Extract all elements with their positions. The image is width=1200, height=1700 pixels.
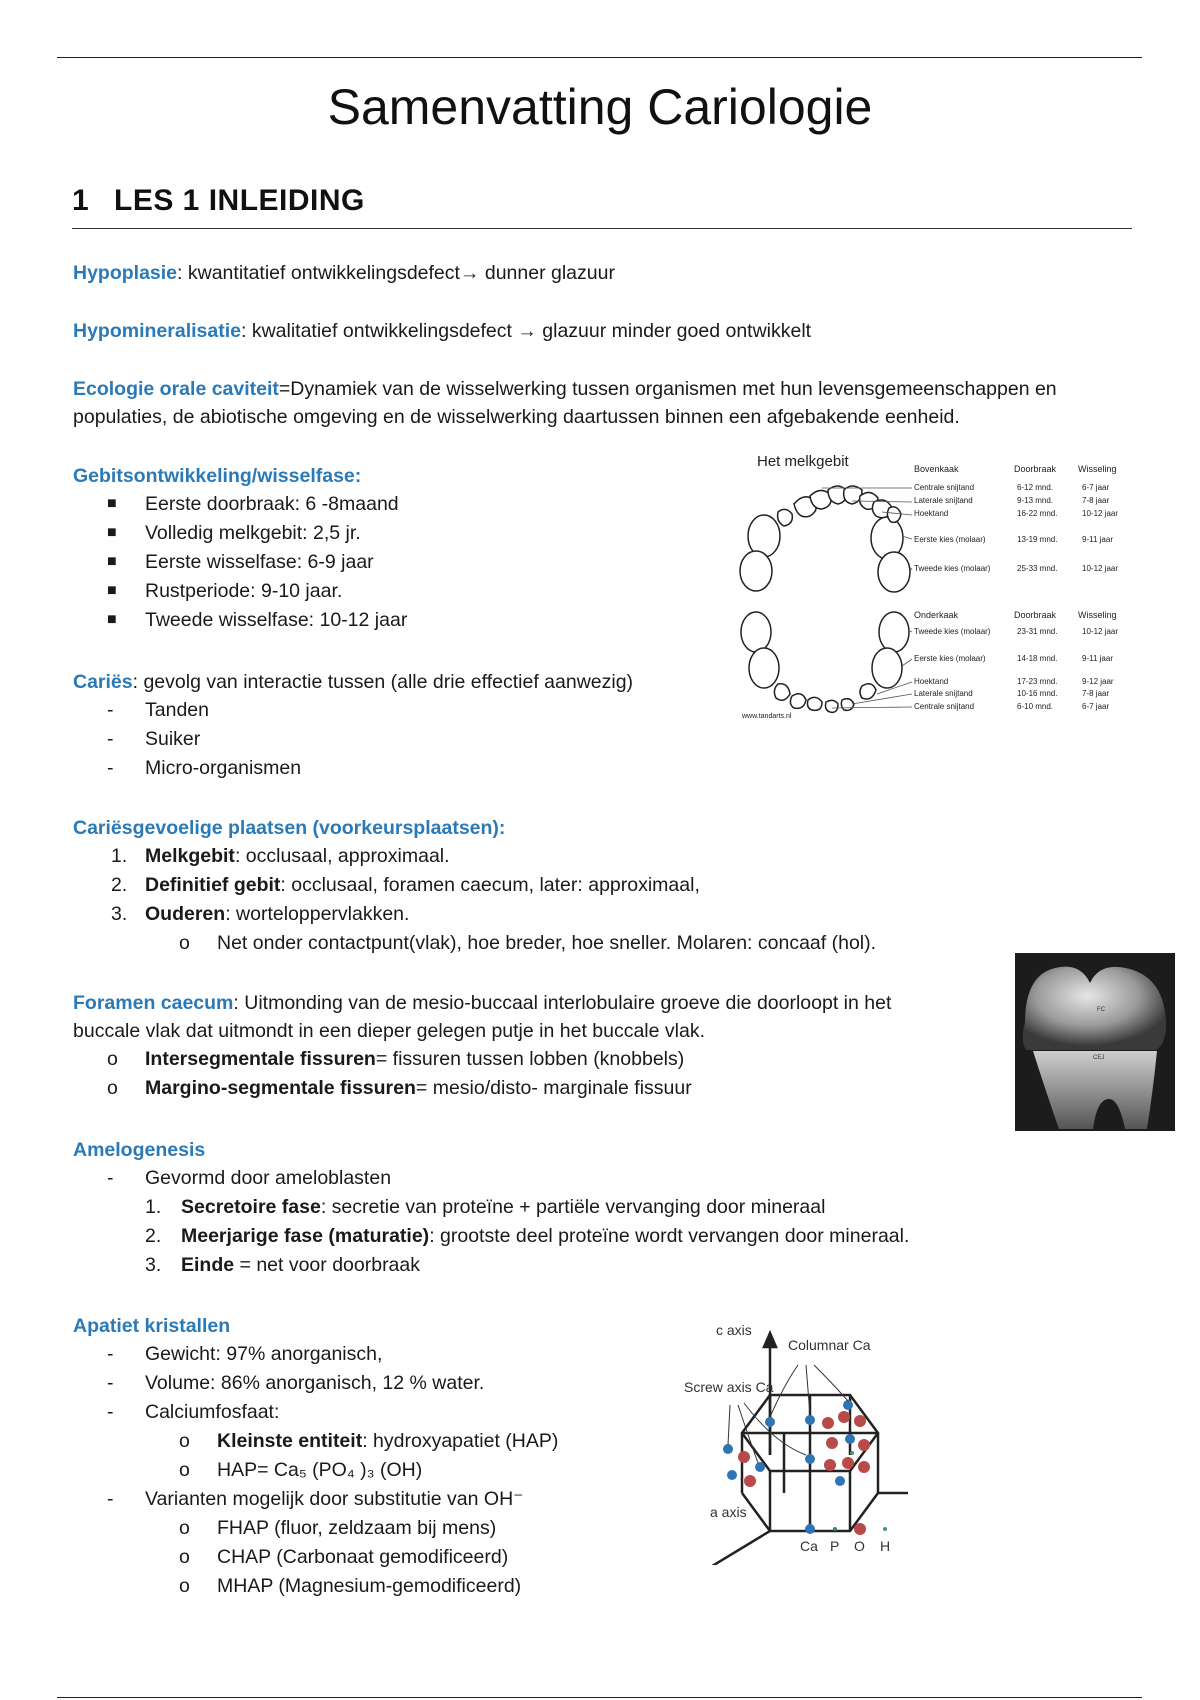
amelogenesis-heading: Amelogenesis xyxy=(73,1139,206,1161)
a-axis-label: a axis xyxy=(710,1504,747,1520)
svg-text:Hoektand: Hoektand xyxy=(914,509,949,518)
list-item: o Intersegmentale fissuren= fissuren tussen lobben (knobbels) xyxy=(107,1048,685,1070)
chapter-title: LES 1 INLEIDING xyxy=(114,184,365,217)
apatiet-section xyxy=(73,1312,558,1601)
list-item: o Net onder contactpunt(vlak), hoe breder, hoe sneller. Molaren: concaaf (hol). xyxy=(179,932,877,954)
svg-text:6-12 mnd.: 6-12 mnd. xyxy=(1017,483,1054,492)
amelogenesis-section xyxy=(73,1136,909,1280)
svg-text:7-8 jaar: 7-8 jaar xyxy=(1082,496,1110,505)
list-item: o MHAP (Magnesium-gemodificeerd) xyxy=(179,1575,522,1597)
caries-text: : gevolg van interactie tussen (alle drie effectief aanwezig) xyxy=(132,671,634,693)
list-item: ■ Rustperiode: 9-10 jaar. xyxy=(107,580,343,602)
foramen-section xyxy=(73,989,891,1103)
lower-arch-teeth xyxy=(741,612,909,712)
list-item: ■ Volledig melkgebit: 2,5 jr. xyxy=(107,522,361,544)
list-item: 2. Meerjarige fase (maturatie): grootste deel proteïne wordt vervangen door mineraal. xyxy=(145,1225,910,1247)
svg-text:7-8 jaar: 7-8 jaar xyxy=(1082,689,1110,698)
c-axis-label: c axis xyxy=(716,1325,752,1338)
list-item: ■ Eerste wisselfase: 6-9 jaar xyxy=(107,551,374,573)
bottom-rule xyxy=(57,1697,1142,1698)
svg-text:6-7 jaar: 6-7 jaar xyxy=(1082,483,1110,492)
hypoplasie-term: Hypoplasie xyxy=(73,262,178,284)
list-item: - Suiker xyxy=(107,728,201,750)
voorkeur-heading: Cariësgevoelige plaatsen (voorkeursplaatsen): xyxy=(73,817,506,839)
gebit-heading: Gebitsontwikkeling/wisselfase: xyxy=(73,465,362,487)
svg-text:Centrale snijtand: Centrale snijtand xyxy=(914,702,975,711)
tooth-photo-fc-label: FC xyxy=(1097,1007,1105,1013)
ecologie-text: =Dynamiek van de wisselwerking tussen organismen met hun levensgemeenschappen en populaties, de abiotische omgeving en de wisselwerking daartussen binnen een afgebakende eenheid. xyxy=(73,378,1057,428)
list-item: o FHAP (fluor, zeldzaam bij mens) xyxy=(179,1517,497,1539)
svg-text:Doorbraak: Doorbraak xyxy=(1014,610,1057,620)
list-item: o HAP= Ca₅ (PO₄ )₃ (OH) xyxy=(179,1459,423,1481)
ecologie-term: Ecologie orale caviteit xyxy=(73,378,279,400)
svg-text:O: O xyxy=(854,1538,865,1554)
foramen-term: Foramen caecum xyxy=(73,992,234,1014)
svg-text:P: P xyxy=(830,1538,840,1554)
svg-text:H: H xyxy=(880,1538,891,1554)
gebit-section xyxy=(73,462,407,635)
svg-text:25-33 mnd.: 25-33 mnd. xyxy=(1017,564,1058,573)
list-item: - Varianten mogelijk door substitutie van OH⁻ xyxy=(107,1488,524,1510)
list-item: - Tanden xyxy=(107,699,209,721)
svg-text:Wisseling: Wisseling xyxy=(1078,610,1117,620)
list-item: - Gevormd door ameloblasten xyxy=(107,1167,392,1189)
melkgebit-figure xyxy=(732,446,1137,730)
crystal-figure xyxy=(680,1325,980,1565)
svg-text:23-31 mnd.: 23-31 mnd. xyxy=(1017,627,1058,636)
svg-text:Hoektand: Hoektand xyxy=(914,677,949,686)
tooth-photo xyxy=(1015,953,1175,1131)
page-title: Samenvatting Cariologie xyxy=(327,79,873,135)
svg-text:Ca: Ca xyxy=(800,1538,818,1554)
svg-text:6-7 jaar: 6-7 jaar xyxy=(1082,702,1110,711)
svg-text:Tweede kies (molaar): Tweede kies (molaar) xyxy=(914,627,991,636)
svg-text:Tweede kies (molaar): Tweede kies (molaar) xyxy=(914,564,991,573)
melkgebit-source: www.tandarts.nl xyxy=(742,713,792,720)
svg-text:Eerste kies (molaar): Eerste kies (molaar) xyxy=(914,535,986,544)
hypomineralisatie-paragraph xyxy=(73,317,811,345)
svg-text:10-12 jaar: 10-12 jaar xyxy=(1082,627,1119,636)
svg-text:16-22 mnd.: 16-22 mnd. xyxy=(1017,509,1058,518)
svg-text:Wisseling: Wisseling xyxy=(1078,464,1117,474)
list-item: - Calciumfosfaat: xyxy=(107,1401,280,1423)
svg-text:14-18 mnd.: 14-18 mnd. xyxy=(1017,654,1058,663)
list-item: 1. Secretoire fase: secretie van proteïne + partiële vervanging door mineraal xyxy=(145,1196,826,1218)
list-item: 2. Definitief gebit: occlusaal, foramen caecum, later: approximaal, xyxy=(111,874,700,896)
list-item: - Micro-organismen xyxy=(107,757,302,779)
svg-text:Laterale snijtand: Laterale snijtand xyxy=(914,689,973,698)
hypoplasie-text: : kwantitatief ontwikkelingsdefect→ dunner glazuur xyxy=(177,262,615,284)
svg-text:9-13 mnd.: 9-13 mnd. xyxy=(1017,496,1054,505)
chapter-heading xyxy=(72,184,365,218)
svg-text:10-16 mnd.: 10-16 mnd. xyxy=(1017,689,1058,698)
svg-text:17-23 mnd.: 17-23 mnd. xyxy=(1017,677,1058,686)
crystal-legend xyxy=(800,1523,890,1554)
svg-text:10-12 jaar: 10-12 jaar xyxy=(1082,509,1119,518)
columnar-ca-label: Columnar Ca xyxy=(788,1337,871,1353)
caries-section xyxy=(73,668,633,783)
ecologie-paragraph xyxy=(73,375,1133,431)
svg-text:Bovenkaak: Bovenkaak xyxy=(914,464,959,474)
voorkeur-section xyxy=(73,814,876,958)
list-item: - Volume: 86% anorganisch, 12 % water. xyxy=(107,1372,485,1394)
hypoplasie-paragraph xyxy=(73,259,615,287)
foramen-line2: buccale vlak dat uitmondt in een dieper gelegen putje in het buccale vlak. xyxy=(73,1020,705,1042)
hypomineralisatie-text: : kwalitatief ontwikkelingsdefect → glazuur minder goed ontwikkelt xyxy=(240,320,812,342)
svg-text:6-10 mnd.: 6-10 mnd. xyxy=(1017,702,1054,711)
svg-text:Eerste kies (molaar): Eerste kies (molaar) xyxy=(914,654,986,663)
apatiet-heading: Apatiet kristallen xyxy=(73,1315,231,1337)
upper-jaw-table xyxy=(914,464,1118,573)
top-rule xyxy=(57,57,1142,58)
list-item: 3. Einde = net voor doorbraak xyxy=(145,1254,421,1276)
svg-text:Centrale snijtand: Centrale snijtand xyxy=(914,483,975,492)
chapter-rule xyxy=(72,228,1132,229)
melkgebit-title: Het melkgebit xyxy=(757,453,849,470)
svg-text:9-12 jaar: 9-12 jaar xyxy=(1082,677,1114,686)
svg-text:9-11 jaar: 9-11 jaar xyxy=(1082,535,1113,544)
foramen-line1: : Uitmonding van de mesio-buccaal interlobulaire groeve die doorloopt in het xyxy=(233,992,892,1014)
lower-jaw-table xyxy=(914,610,1118,711)
svg-text:Doorbraak: Doorbraak xyxy=(1014,464,1057,474)
list-item: o Margino-segmentale fissuren= mesio/disto- marginale fissuur xyxy=(107,1077,692,1099)
caries-term: Cariës xyxy=(73,671,133,693)
svg-text:10-12 jaar: 10-12 jaar xyxy=(1082,564,1119,573)
screw-axis-label: Screw axis Ca xyxy=(684,1379,774,1395)
list-item: 3. Ouderen: worteloppervlakken. xyxy=(111,903,410,925)
svg-text:13-19 mnd.: 13-19 mnd. xyxy=(1017,535,1058,544)
list-item: o Kleinste entiteit: hydroxyapatiet (HAP) xyxy=(179,1430,559,1452)
list-item: ■ Eerste doorbraak: 6 -8maand xyxy=(107,493,399,515)
crystal-atoms xyxy=(723,1400,870,1487)
list-item: ■ Tweede wisselfase: 10-12 jaar xyxy=(107,609,408,631)
chapter-number: 1 xyxy=(72,184,90,217)
svg-text:9-11 jaar: 9-11 jaar xyxy=(1082,654,1113,663)
list-item: o CHAP (Carbonaat gemodificeerd) xyxy=(179,1546,509,1568)
tooth-photo-cej-label: CEJ xyxy=(1093,1055,1105,1061)
list-item: - Gewicht: 97% anorganisch, xyxy=(107,1343,383,1365)
list-item: 1. Melkgebit: occlusaal, approximaal. xyxy=(111,845,450,867)
svg-text:Laterale snijtand: Laterale snijtand xyxy=(914,496,973,505)
svg-text:Onderkaak: Onderkaak xyxy=(914,610,959,620)
hypomineralisatie-term: Hypomineralisatie xyxy=(73,320,241,342)
